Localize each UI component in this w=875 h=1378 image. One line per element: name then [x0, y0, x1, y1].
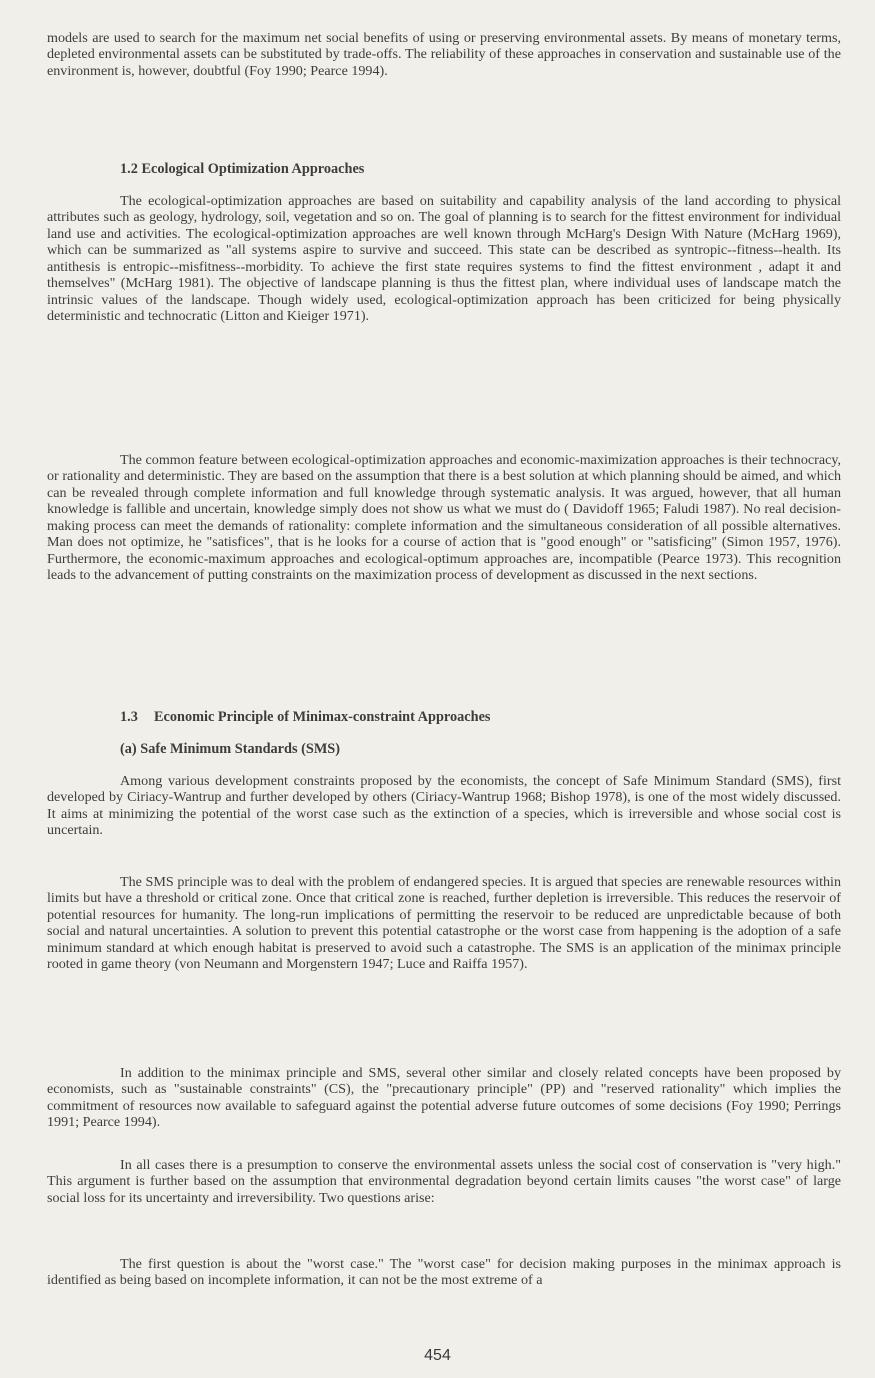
eco-paragraph-2: The common feature between ecological-optimization approaches and economic-maximization approaches is their technocracy, or rationality and deterministic. They are based on the assumption that there is a best solution at which planning should be aimed, and which can be revealed through complete information and full knowledge through systematic analysis. It was argued, however, that all human knowledge is fallible and uncertain, knowledge simply does not show us what we must do ( Davidoff 1965; Faludi 1987). No real decision-making process can meet the demands of rationality: complete information and the simultaneous consideration of all possible alternatives. Man does not optimize, he "satisfices", that is he looks for a course of action that is "good enough" or "satisficing" (Simon 1957, 1976). Furthermore, the economic-maximum approaches and ecological-optimum approaches are, incompatible (Pearce 1973). This recognition leads to the advancement of putting constraints on the maximization process of development as discussed in the next sections.: [47, 452, 841, 584]
intro-paragraph: models are used to search for the maximum net social benefits of using or preserving environmental assets. By means of monetary terms, depleted environmental assets can be substituted by trade-offs. The reliability of these approaches in conservation and sustainable use of the environment is, however, doubtful (Foy 1990; Pearce 1994).: [47, 30, 841, 79]
section-title: Economic Principle of Minimax-constraint Approaches: [154, 709, 491, 725]
page-number: 454: [424, 1347, 451, 1364]
sms-paragraph-2: The SMS principle was to deal with the problem of endangered species. It is argued that species are renewable resources within limits but have a threshold or critical zone. Once that critical zone is reached, further depletion is irreversible. This reduces the reservoir of potential resources for humanity. The long-run implications of permitting the reservoir to be reduced are unpredictable because of both social and natural uncertainties. A solution to prevent this potential catastrophe or the worst case from happening is the adoption of a safe minimum standard at which enough habitat is preserved to avoid such a catastrophe. The SMS is an application of the minimax principle rooted in game theory (von Neumann and Morgenstern 1947; Luce and Raiffa 1957).: [47, 874, 841, 973]
sms-paragraph-3: In addition to the minimax principle and SMS, several other similar and closely related concepts have been proposed by economists, such as "sustainable constraints" (CS), the "precautionary principle" (PP) and "reserved rationality" which implies the commitment of resources now available to safeguard against the potential adverse future outcomes of some decisions (Foy 1990; Perrings 1991; Pearce 1994).: [47, 1065, 841, 1131]
section-number: 1.3: [120, 709, 138, 725]
sms-paragraph-1: Among various development constraints proposed by the economists, the concept of Safe Minimum Standard (SMS), first developed by Ciriacy-Wantrup and further developed by others (Ciriacy-Wantrup 1968; Bishop 1978), is one of the most widely discussed. It aims at minimizing the potential of the worst case such as the extinction of a species, which is irreversible and whose social cost is uncertain.: [47, 773, 841, 839]
sms-paragraph-4: In all cases there is a presumption to conserve the environmental assets unless the social cost of conservation is "very high." This argument is further based on the assumption that environmental degradation beyond certain limits causes "the worst case" of large social loss for its uncertainty and irreversibility. Two questions arise:: [47, 1157, 841, 1206]
eco-paragraph-1: The ecological-optimization approaches are based on suitability and capability analysis of the land according to physical attributes such as geology, hydrology, soil, vegetation and so on. The goal of planning is to search for the fittest environment for individual land use and activities. The ecological-optimization approaches are well known through McHarg's Design With Nature (McHarg 1969), which can be summarized as "all systems aspire to survive and succeed. This state can be described as syntropic--fitness--health. Its antithesis is entropic--misfitness--morbidity. To achieve the first state requires systems to find the fittest environment , adapt it and themselves" (McHarg 1981). The objective of landscape planning is thus the fittest plan, where individual uses of landscape match the intrinsic values of the landscape. Though widely used, ecological-optimization approach has been criticized for being physically deterministic and technocratic (Litton and Kieiger 1971).: [47, 193, 841, 325]
subsection-heading-a: (a) Safe Minimum Standards (SMS): [120, 741, 341, 757]
sms-paragraph-5: The first question is about the "worst case." The "worst case" for decision making purposes in the minimax approach is identified as being based on incomplete information, it can not be the most extreme of a: [47, 1256, 841, 1289]
section-heading-1-3: [120, 709, 491, 726]
section-heading-1-2: 1.2 Ecological Optimization Approaches: [120, 161, 365, 177]
